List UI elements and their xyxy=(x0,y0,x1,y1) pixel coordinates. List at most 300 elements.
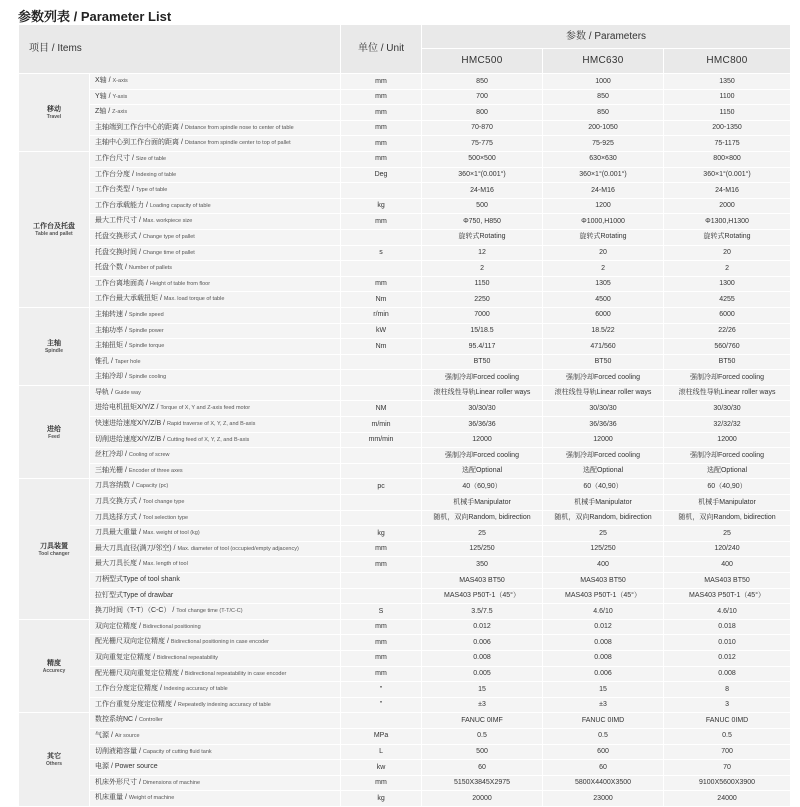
value-cell: 24000 xyxy=(664,791,790,806)
category-label-en: Others xyxy=(45,761,63,768)
table-row xyxy=(19,355,790,370)
table-row xyxy=(19,745,790,760)
value-cell: 6000 xyxy=(664,308,790,323)
value-cell: 125/250 xyxy=(543,542,663,557)
item-label-en: Capacity (pc) xyxy=(135,483,169,490)
value-cell: 滚柱线性导轨Linear roller ways xyxy=(422,386,542,401)
value-cell: 3.5/7.5 xyxy=(422,604,542,619)
value-cell: FANUC 0IMD xyxy=(664,713,790,728)
value-cell: 滚柱线性导轨Linear roller ways xyxy=(664,386,790,401)
value-cell: 随机，双向Random, bidirection xyxy=(664,511,790,526)
item-label-en: Tool change time (T-T/C-C) xyxy=(176,608,243,615)
value-cell: 350 xyxy=(422,557,542,572)
value-cell: 500 xyxy=(422,199,542,214)
value-cell: 400 xyxy=(543,557,663,572)
value-cell: 24-M16 xyxy=(543,183,663,198)
value-cell: ±3 xyxy=(543,698,663,713)
value-cell: 强制冷却Forced cooling xyxy=(422,448,542,463)
unit-cell: r/min xyxy=(341,308,421,323)
item-label: 机床外形尺寸 / xyxy=(95,778,143,786)
value-cell: 4255 xyxy=(664,292,790,307)
value-cell: 强制冷却Forced cooling xyxy=(664,448,790,463)
item-cell xyxy=(90,121,340,136)
item-label-en: Max. length of tool xyxy=(142,561,188,568)
parameter-table xyxy=(18,24,791,807)
value-cell: 选配Optional xyxy=(543,464,663,479)
value-cell: 18.5/22 xyxy=(543,324,663,339)
table-row xyxy=(19,199,790,214)
value-cell: 旋转式Rotating xyxy=(422,230,542,245)
value-cell: 2 xyxy=(422,261,542,276)
value-cell: 70 xyxy=(664,760,790,775)
unit-cell: S xyxy=(341,604,421,619)
item-cell xyxy=(90,713,340,728)
value-cell: 机械手Manipulator xyxy=(664,495,790,510)
item-label: 工作台重复分度定位精度 / xyxy=(95,700,178,708)
value-cell: 随机，双向Random, bidirection xyxy=(543,511,663,526)
item-label: 机床重量 / xyxy=(95,794,129,802)
unit-cell xyxy=(341,511,421,526)
value-cell: 800×800 xyxy=(664,152,790,167)
table-row xyxy=(19,136,790,151)
table-row xyxy=(19,557,790,572)
category-cell xyxy=(19,308,89,385)
value-cell: 强制冷却Forced cooling xyxy=(543,370,663,385)
table-row xyxy=(19,183,790,198)
category-label: 精度 xyxy=(47,659,61,667)
value-cell: 120/240 xyxy=(664,542,790,557)
item-label-en: Y-axis xyxy=(112,93,128,100)
unit-cell: mm xyxy=(341,635,421,650)
value-cell: 40（60,90） xyxy=(422,479,542,494)
unit-cell: kg xyxy=(341,526,421,541)
item-label: 工作台类型 / xyxy=(95,186,136,194)
unit-cell: " xyxy=(341,682,421,697)
header-model-hmc500: HMC500 xyxy=(422,49,542,73)
value-cell: 25 xyxy=(543,526,663,541)
item-label: 最大刀具长度 / xyxy=(95,560,143,568)
value-cell: 旋转式Rotating xyxy=(543,230,663,245)
value-cell: 32/32/32 xyxy=(664,417,790,432)
table-row xyxy=(19,121,790,136)
item-cell xyxy=(90,417,340,432)
item-cell xyxy=(90,324,340,339)
value-cell: Φ1000,H1000 xyxy=(543,214,663,229)
item-label-en: Number of pallets xyxy=(128,265,172,272)
value-cell: 5150X3845X2975 xyxy=(422,776,542,791)
value-cell: 9100X5600X3900 xyxy=(664,776,790,791)
header-unit: 单位 / Unit xyxy=(341,25,421,73)
category-label-en: Accurecy xyxy=(42,667,66,674)
item-label: 导轨 / xyxy=(95,388,115,396)
page-title: 参数列表 / Parameter List xyxy=(18,9,172,24)
table-row xyxy=(19,246,790,261)
value-cell: 600 xyxy=(543,745,663,760)
value-cell: 旋转式Rotating xyxy=(664,230,790,245)
value-cell: 2 xyxy=(543,261,663,276)
table-row xyxy=(19,152,790,167)
category-label: 刀具装置 xyxy=(40,542,68,550)
category-cell xyxy=(19,713,89,806)
category-label-en: Spindle xyxy=(44,347,64,354)
table-row xyxy=(19,433,790,448)
unit-cell xyxy=(341,355,421,370)
item-cell xyxy=(90,698,340,713)
value-cell: BT50 xyxy=(543,355,663,370)
value-cell: 1305 xyxy=(543,277,663,292)
value-cell: MAS403 P50T-1（45°） xyxy=(543,589,663,604)
item-cell xyxy=(90,557,340,572)
value-cell: 0.5 xyxy=(664,729,790,744)
item-label: 工作台最大承载扭矩 / xyxy=(95,295,164,303)
table-row xyxy=(19,511,790,526)
value-cell: 1000 xyxy=(543,74,663,89)
unit-cell: NM xyxy=(341,401,421,416)
unit-cell xyxy=(341,386,421,401)
item-cell xyxy=(90,760,340,775)
category-label-en: Tool changer xyxy=(38,550,70,557)
unit-cell: mm xyxy=(341,121,421,136)
item-cell xyxy=(90,355,340,370)
item-cell xyxy=(90,635,340,650)
table-row xyxy=(19,230,790,245)
value-cell: 75-775 xyxy=(422,136,542,151)
item-cell xyxy=(90,401,340,416)
value-cell: 1150 xyxy=(422,277,542,292)
value-cell: 30/30/30 xyxy=(664,401,790,416)
item-label: 刀具交换方式 / xyxy=(95,498,143,506)
item-label: 主轴扭矩 / xyxy=(95,342,129,350)
value-cell: 560/760 xyxy=(664,339,790,354)
value-cell: 75-1175 xyxy=(664,136,790,151)
item-cell xyxy=(90,214,340,229)
value-cell: 23000 xyxy=(543,791,663,806)
item-cell xyxy=(90,479,340,494)
item-cell xyxy=(90,729,340,744)
unit-cell: mm xyxy=(341,667,421,682)
value-cell: 25 xyxy=(422,526,542,541)
unit-cell: mm xyxy=(341,74,421,89)
value-cell: 60 xyxy=(422,760,542,775)
item-cell xyxy=(90,230,340,245)
item-cell xyxy=(90,511,340,526)
value-cell: 0.008 xyxy=(422,651,542,666)
item-label: 切削进给速度X/Y/Z/B / xyxy=(95,435,167,443)
item-cell xyxy=(90,682,340,697)
item-cell xyxy=(90,495,340,510)
item-cell xyxy=(90,183,340,198)
item-cell xyxy=(90,620,340,635)
table-row xyxy=(19,448,790,463)
value-cell: 7000 xyxy=(422,308,542,323)
item-cell xyxy=(90,152,340,167)
value-cell: 360×1°(0.001°) xyxy=(543,168,663,183)
value-cell: MAS403 P50T-1（45°） xyxy=(664,589,790,604)
category-label: 工作台及托盘 xyxy=(33,222,75,230)
value-cell: 60（40,90） xyxy=(543,479,663,494)
table-row xyxy=(19,105,790,120)
unit-cell: MPa xyxy=(341,729,421,744)
item-cell xyxy=(90,261,340,276)
value-cell: 200-1050 xyxy=(543,121,663,136)
value-cell: Φ1300,H1300 xyxy=(664,214,790,229)
unit-cell: mm xyxy=(341,557,421,572)
item-cell xyxy=(90,433,340,448)
item-cell xyxy=(90,573,340,588)
value-cell: 24-M16 xyxy=(664,183,790,198)
value-cell: MAS403 BT50 xyxy=(422,573,542,588)
table-row xyxy=(19,698,790,713)
value-cell: Φ750, H850 xyxy=(422,214,542,229)
item-label: 主轴端到工作台中心的距离 / xyxy=(95,123,185,131)
value-cell: 2250 xyxy=(422,292,542,307)
value-cell: 机械手Manipulator xyxy=(422,495,542,510)
value-cell: 25 xyxy=(664,526,790,541)
item-label: 托盘交换时间 / xyxy=(95,248,143,256)
value-cell: 12 xyxy=(422,246,542,261)
item-label: 切削液箱容量 / xyxy=(95,747,143,755)
value-cell: 360×1°(0.001°) xyxy=(422,168,542,183)
category-cell xyxy=(19,74,89,151)
item-cell xyxy=(90,604,340,619)
item-cell xyxy=(90,199,340,214)
value-cell: 8 xyxy=(664,682,790,697)
value-cell: 20000 xyxy=(422,791,542,806)
value-cell: 36/36/36 xyxy=(543,417,663,432)
header-items: 项目 / Items xyxy=(19,25,340,73)
value-cell: ±3 xyxy=(422,698,542,713)
item-label: 双向重复定位精度 / xyxy=(95,653,157,661)
value-cell: 15/18.5 xyxy=(422,324,542,339)
table-header xyxy=(19,25,790,73)
item-label: 工作台分度定位精度 / xyxy=(95,685,164,693)
item-label-en: Size of table xyxy=(135,155,167,162)
unit-cell: m/min xyxy=(341,417,421,432)
value-cell: 机械手Manipulator xyxy=(543,495,663,510)
item-label-en: Encoder of three axes xyxy=(128,467,183,474)
unit-cell: mm xyxy=(341,136,421,151)
value-cell: 850 xyxy=(543,105,663,120)
header-model-hmc630: HMC630 xyxy=(543,49,663,73)
unit-cell: Deg xyxy=(341,168,421,183)
header-model-hmc800: HMC800 xyxy=(664,49,790,73)
unit-cell: kW xyxy=(341,324,421,339)
item-label-en: Capacity of cutting fluid tank xyxy=(142,748,212,755)
table-row xyxy=(19,214,790,229)
item-label-en: Max. load torque of table xyxy=(163,296,225,303)
category-cell xyxy=(19,152,89,307)
item-cell xyxy=(90,448,340,463)
value-cell: FANUC 0IMF xyxy=(422,713,542,728)
item-label: 工作台尺寸 / xyxy=(95,154,136,162)
value-cell: 24-M16 xyxy=(422,183,542,198)
table-row xyxy=(19,682,790,697)
item-label: 电源 / Power source xyxy=(95,763,158,771)
item-label-en: Max. diameter of tool (occupied/empty adjacency) xyxy=(177,545,299,552)
value-cell: 360×1°(0.001°) xyxy=(664,168,790,183)
value-cell: 36/36/36 xyxy=(422,417,542,432)
unit-cell: mm xyxy=(341,214,421,229)
item-label-en: Max. workpiece size xyxy=(142,218,193,225)
item-cell xyxy=(90,542,340,557)
item-label-en: Bidirectional repeatability xyxy=(156,654,218,661)
value-cell: 700 xyxy=(422,90,542,105)
item-label: 托盘交换形式 / xyxy=(95,232,143,240)
item-cell xyxy=(90,90,340,105)
value-cell: 0.005 xyxy=(422,667,542,682)
item-label-en: X-axis xyxy=(112,78,128,84)
value-cell: 强制冷却Forced cooling xyxy=(543,448,663,463)
table-row xyxy=(19,401,790,416)
item-label: 气源 / xyxy=(95,731,115,739)
table-row xyxy=(19,261,790,276)
value-cell: 30/30/30 xyxy=(422,401,542,416)
unit-cell xyxy=(341,230,421,245)
item-label: 工作台分度 / xyxy=(95,170,136,178)
item-label-en: Z-axis xyxy=(112,109,128,116)
unit-cell xyxy=(341,370,421,385)
item-cell xyxy=(90,277,340,292)
value-cell: 2000 xyxy=(664,199,790,214)
table-row xyxy=(19,370,790,385)
item-cell xyxy=(90,246,340,261)
unit-cell: kg xyxy=(341,199,421,214)
item-label: 工作台承载能力 / xyxy=(95,201,150,209)
item-label-en: Distance from spindle center to top of pallet xyxy=(184,140,291,147)
unit-cell: s xyxy=(341,246,421,261)
item-label: 三轴光栅 / xyxy=(95,466,129,474)
value-cell: 选配Optional xyxy=(664,464,790,479)
item-cell xyxy=(90,651,340,666)
table-row xyxy=(19,791,790,806)
item-label: 刀柄型式Type of tool shank xyxy=(95,576,180,583)
value-cell: 0.5 xyxy=(422,729,542,744)
item-label-en: Cutting feed of X, Y, Z, and B-axis xyxy=(166,436,250,443)
table-row xyxy=(19,760,790,775)
item-cell xyxy=(90,745,340,760)
item-label: 丝杠冷却 / xyxy=(95,451,129,459)
table-row xyxy=(19,729,790,744)
item-label: 刀具选择方式 / xyxy=(95,513,143,521)
category-cell xyxy=(19,479,89,618)
table-row xyxy=(19,620,790,635)
item-cell xyxy=(90,308,340,323)
value-cell: 12000 xyxy=(543,433,663,448)
value-cell: 随机，双向Random, bidirection xyxy=(422,511,542,526)
item-label-en: Loading capacity of table xyxy=(149,202,211,209)
item-label-en: Weight of machine xyxy=(128,795,175,802)
item-label-en: Bidirectional repeatability in case encoder xyxy=(184,670,287,677)
value-cell: 强制冷却Forced cooling xyxy=(422,370,542,385)
table-row xyxy=(19,386,790,401)
item-label-en: Height of table from floor xyxy=(149,280,211,287)
value-cell: 0.008 xyxy=(664,667,790,682)
value-cell: 22/26 xyxy=(664,324,790,339)
item-label-en: Cooling of screw xyxy=(128,452,170,459)
unit-cell: mm xyxy=(341,277,421,292)
value-cell: 60（40,90） xyxy=(664,479,790,494)
value-cell: 0.008 xyxy=(543,635,663,650)
item-label: 数控系统NC / xyxy=(95,716,139,724)
item-label: X轴 / xyxy=(95,77,113,84)
item-label-en: Spindle cooling xyxy=(128,374,167,381)
table-row xyxy=(19,417,790,432)
table-row xyxy=(19,573,790,588)
category-label-en: Feed xyxy=(48,433,60,440)
table-row xyxy=(19,277,790,292)
item-label-en: Repeatedly indexing accuracy of table xyxy=(177,701,271,708)
table-row xyxy=(19,339,790,354)
value-cell: 12000 xyxy=(422,433,542,448)
value-cell: 850 xyxy=(422,74,542,89)
value-cell: 0.010 xyxy=(664,635,790,650)
value-cell: 0.012 xyxy=(664,651,790,666)
item-label-en: Bidirectional positioning in case encoder xyxy=(170,639,269,646)
category-label: 移动 xyxy=(47,105,61,113)
value-cell: 800 xyxy=(422,105,542,120)
item-label: 主轴功率 / xyxy=(95,326,129,334)
value-cell: 0.012 xyxy=(422,620,542,635)
value-cell: 471/560 xyxy=(543,339,663,354)
unit-cell: Nm xyxy=(341,339,421,354)
unit-cell: mm/min xyxy=(341,433,421,448)
value-cell: 0.5 xyxy=(543,729,663,744)
unit-cell: Nm xyxy=(341,292,421,307)
item-cell xyxy=(90,136,340,151)
item-label: 快速进给速度X/Y/Z/B / xyxy=(95,420,167,428)
category-cell xyxy=(19,386,89,479)
value-cell: 500×500 xyxy=(422,152,542,167)
value-cell: 1150 xyxy=(664,105,790,120)
item-cell xyxy=(90,791,340,806)
value-cell: 0.018 xyxy=(664,620,790,635)
table-row xyxy=(19,713,790,728)
item-cell xyxy=(90,370,340,385)
unit-cell xyxy=(341,183,421,198)
unit-cell xyxy=(341,448,421,463)
category-label: 主轴 xyxy=(47,339,61,347)
value-cell: 200-1350 xyxy=(664,121,790,136)
item-label: Z轴 / xyxy=(95,108,113,116)
value-cell: 1350 xyxy=(664,74,790,89)
table-row xyxy=(19,776,790,791)
value-cell: 2 xyxy=(664,261,790,276)
item-label-en: Spindle torque xyxy=(128,343,165,350)
value-cell: 630×630 xyxy=(543,152,663,167)
item-label: Y轴 / xyxy=(95,92,113,100)
value-cell: 20 xyxy=(543,246,663,261)
item-cell xyxy=(90,526,340,541)
value-cell: 6000 xyxy=(543,308,663,323)
table-row xyxy=(19,635,790,650)
unit-cell xyxy=(341,464,421,479)
item-label-en: Taper hole xyxy=(114,358,141,365)
unit-cell: mm xyxy=(341,542,421,557)
category-label-en: Table and pallet xyxy=(35,230,73,237)
value-cell: 95.4/117 xyxy=(422,339,542,354)
item-label: 主轴冷却 / xyxy=(95,373,129,381)
table-row xyxy=(19,168,790,183)
table-row xyxy=(19,74,790,89)
value-cell: 1100 xyxy=(664,90,790,105)
item-label: 换刀时间（T-T）（C-C） / xyxy=(95,607,177,615)
value-cell: 1300 xyxy=(664,277,790,292)
unit-cell: kw xyxy=(341,760,421,775)
item-cell xyxy=(90,292,340,307)
item-label: 拉钉型式Type of drawbar xyxy=(95,591,174,599)
value-cell: 滚柱线性导轨Linear roller ways xyxy=(543,386,663,401)
value-cell: 125/250 xyxy=(422,542,542,557)
